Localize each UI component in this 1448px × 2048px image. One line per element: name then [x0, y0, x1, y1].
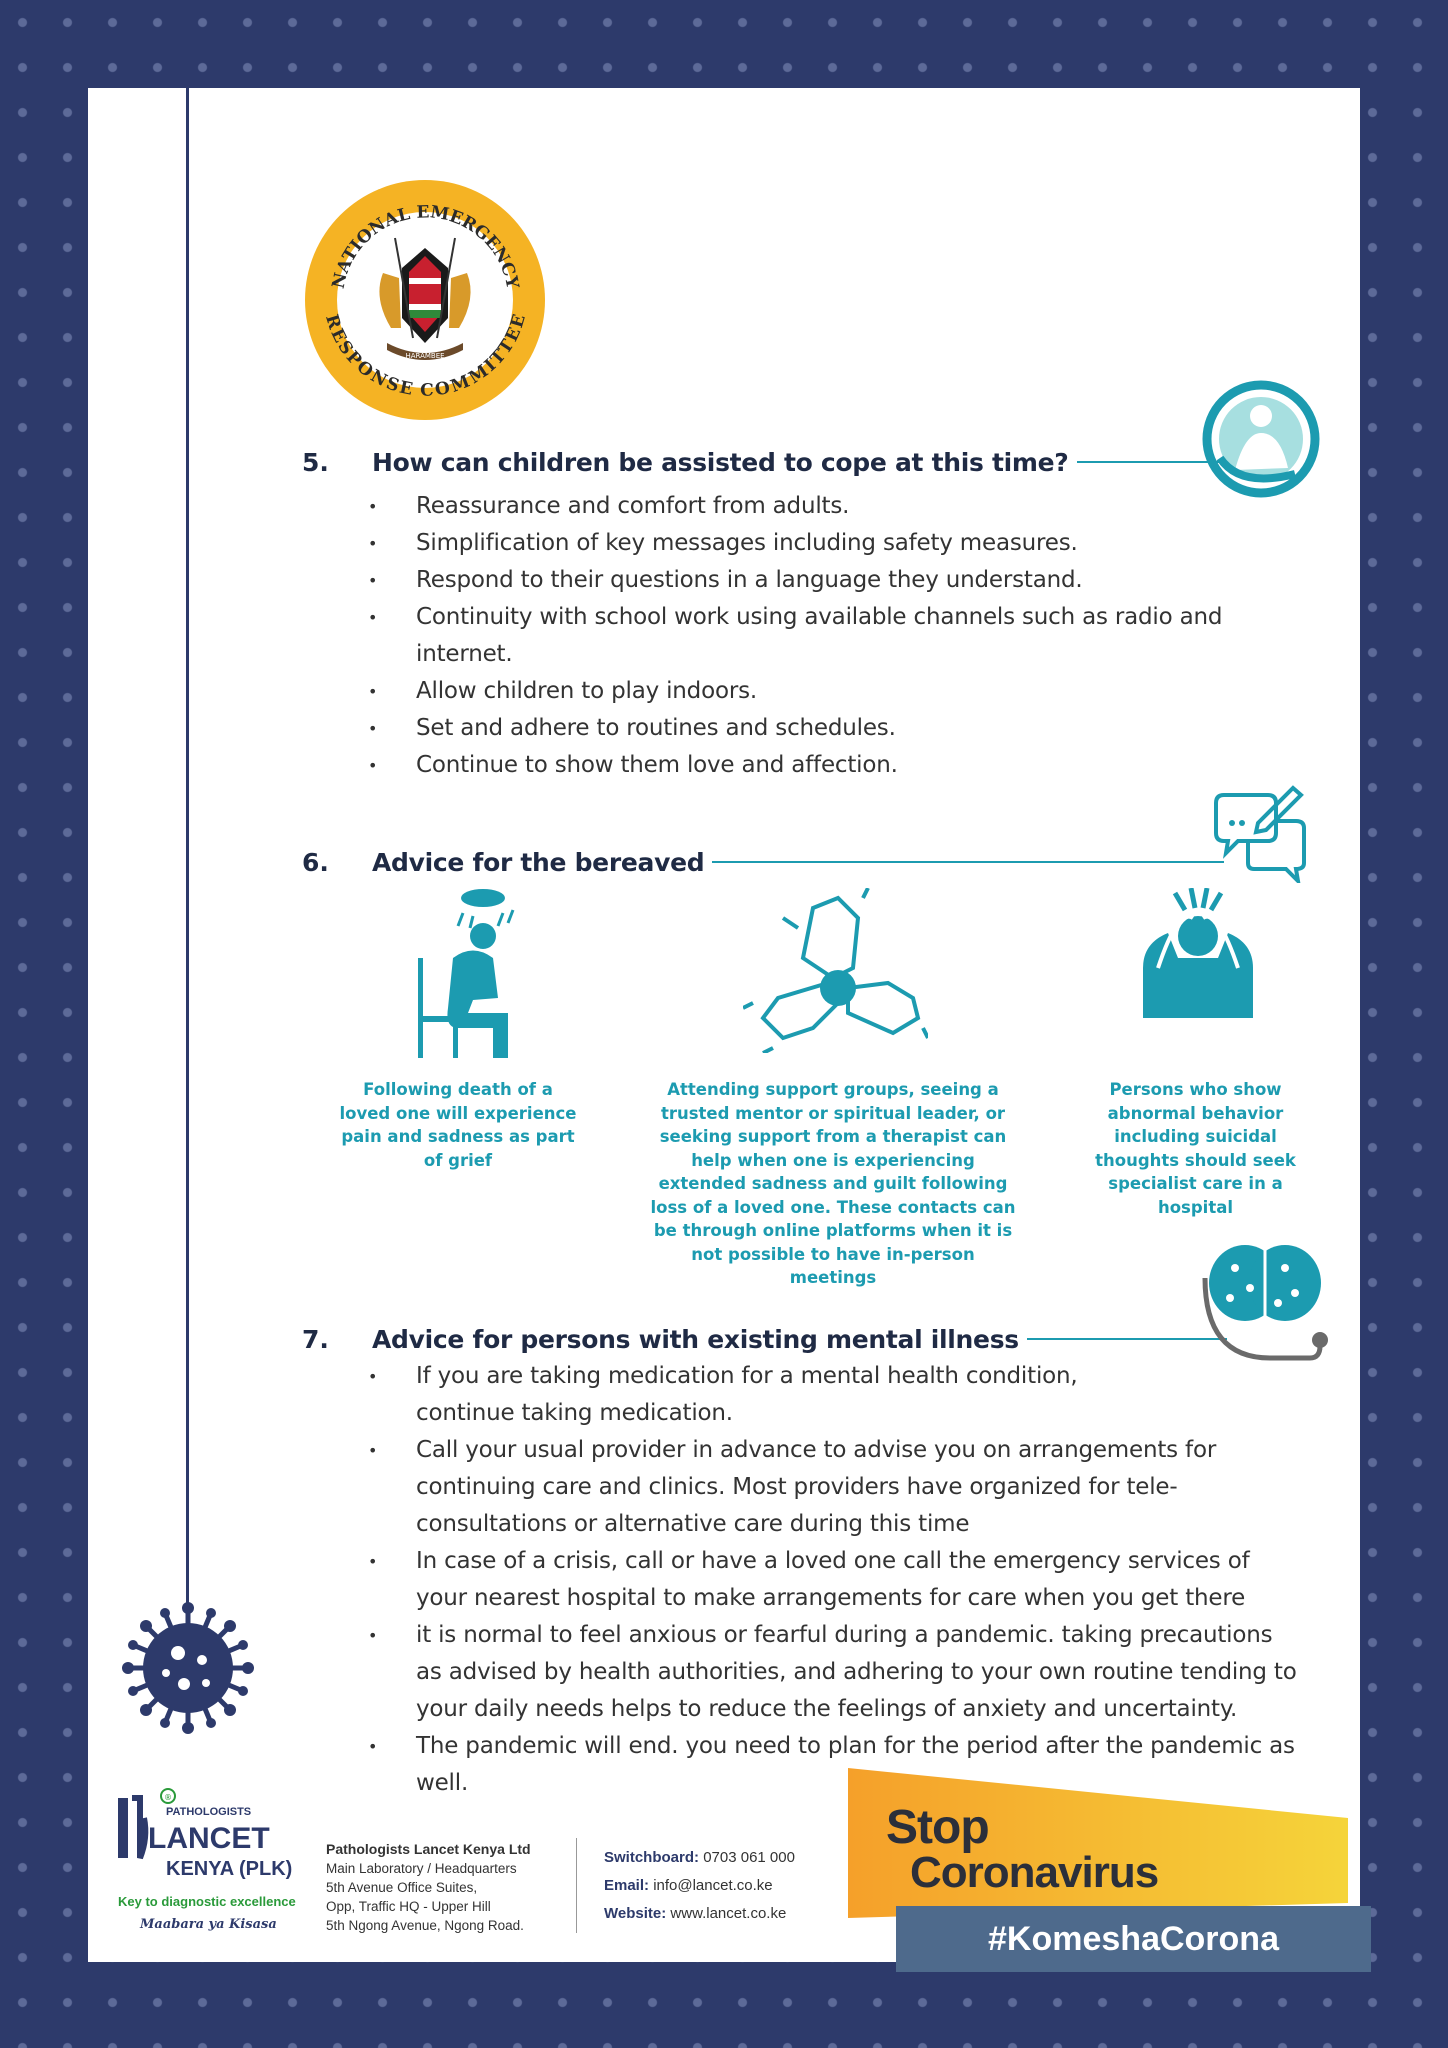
- switchboard-number[interactable]: 0703 061 000: [703, 1849, 795, 1866]
- svg-text:®: ®: [164, 1793, 172, 1802]
- seal-bottom-text: RESPONSE COMMITTEE: [321, 312, 530, 401]
- section-6-header: [302, 837, 1224, 887]
- section-7-list: [368, 1358, 1298, 1802]
- hashtag-banner: #KomeshaCorona: [896, 1906, 1371, 1972]
- stop-text: Stop: [886, 1801, 989, 1854]
- bereaved-advice-2: Attending support groups, seeing a trusted mentor or spiritual leader, or seeking support from a therapist can help when one is experiencing extended sadness and guilt following loss of a loved one. These contacts can be through online platforms when it is not possible to have in-person meetings: [650, 1080, 1016, 1287]
- address-line: Opp, Traffic HQ - Upper Hill: [326, 1899, 491, 1914]
- coronavirus-text: Coronavirus: [910, 1848, 1159, 1897]
- section-6-number: 6.: [302, 847, 329, 877]
- list-item: • it is normal to feel anxious or fearful during a pandemic. taking precautions as advised by health authorities, and adhering to your own routine tending to your daily needs helps to reduce the feelings of anxiety and uncertainty.: [368, 1617, 1298, 1728]
- poster-page: [88, 88, 1360, 1962]
- hanging-line: [186, 88, 189, 1608]
- company-name: Pathologists Lancet Kenya Ltd: [326, 1841, 531, 1857]
- list-item: • The pandemic will end. you need to plan for the period after the pandemic as well.: [368, 1728, 1298, 1802]
- list-item: • Continuity with school work using available channels such as radio and internet.: [368, 599, 1298, 673]
- email-link[interactable]: info@lancet.co.ke: [653, 1877, 773, 1894]
- switchboard-label: Switchboard:: [604, 1849, 700, 1866]
- section-5-title: How can children be assisted to cope at this time?: [372, 447, 1069, 477]
- list-item: • Respond to their questions in a language they understand.: [368, 562, 1298, 599]
- footer-divider: [576, 1838, 577, 1933]
- section-7-number: 7.: [302, 1324, 329, 1354]
- mother-child-icon: [1200, 378, 1322, 500]
- lancet-kenya-logo: [118, 1788, 318, 1938]
- bereaved-advice-3: Persons who show abnormal behavior including suicidal thoughts should seek specialist care in a hospital: [1095, 1080, 1296, 1217]
- logo-sub-text: KENYA (PLK): [166, 1858, 293, 1880]
- address-line: 5th Ngong Avenue, Ngong Road.: [326, 1918, 524, 1933]
- section-6-rule: [712, 861, 1224, 863]
- address-line: Main Laboratory / Headquarters: [326, 1861, 517, 1876]
- section-7-header: [302, 1314, 1227, 1364]
- section-5-header: [302, 437, 1249, 487]
- list-item: • Simplification of key messages including safety measures.: [368, 525, 1298, 562]
- seal-motto: HARAMBEE: [405, 352, 445, 360]
- seal-top-text: NATIONAL EMERGENCY: [328, 202, 523, 291]
- section-5-number: 5.: [302, 447, 329, 477]
- list-item: • Set and adhere to routines and schedules.: [368, 710, 1298, 747]
- logo-tagline: Key to diagnostic excellence: [118, 1894, 296, 1909]
- section-5-list: [368, 488, 1298, 784]
- list-item: • If you are taking medication for a mental health condition, continue taking medication.: [368, 1358, 1116, 1432]
- address-line: 5th Avenue Office Suites,: [326, 1880, 478, 1895]
- company-address: [326, 1840, 531, 1935]
- list-item: • Reassurance and comfort from adults.: [368, 488, 1298, 525]
- national-emergency-seal: [303, 178, 548, 423]
- list-item: • Allow children to play indoors.: [368, 673, 1298, 710]
- stop-coronavirus-banner: [848, 1768, 1348, 1968]
- section-7-rule: [1027, 1338, 1227, 1340]
- joined-hands-icon: [743, 888, 928, 1053]
- website-label: Website:: [604, 1905, 667, 1922]
- grieving-person-icon: [413, 888, 543, 1058]
- email-label: Email:: [604, 1877, 650, 1894]
- bereaved-advice-1: Following death of a loved one will experience pain and sadness as part of grief: [339, 1080, 577, 1170]
- list-item: • Continue to show them love and affection.: [368, 747, 1298, 784]
- section-7-title: Advice for persons with existing mental illness: [372, 1324, 1019, 1354]
- chat-bubbles-icon: [1208, 783, 1313, 883]
- website-link[interactable]: www.lancet.co.ke: [670, 1905, 787, 1922]
- list-item: • Call your usual provider in advance to advise you on arrangements for continuing care and clinics. Most providers have organized for tele-consultations or alternative care during this time: [368, 1432, 1298, 1543]
- section-6-title: Advice for the bereaved: [372, 847, 705, 877]
- distressed-person-icon: [1133, 888, 1263, 1028]
- logo-tagline-swahili: Maabara ya Kisasa: [140, 1917, 277, 1932]
- logo-small-text: PATHOLOGISTS: [166, 1806, 252, 1818]
- contact-info: [604, 1844, 795, 1928]
- list-item: • In case of a crisis, call or have a loved one call the emergency services of your nearest hospital to make arrangements for care when you get there: [368, 1543, 1298, 1617]
- virus-icon: [118, 1598, 258, 1738]
- brain-stethoscope-icon: [1200, 1238, 1330, 1368]
- logo-main-text: LANCET: [148, 1822, 270, 1855]
